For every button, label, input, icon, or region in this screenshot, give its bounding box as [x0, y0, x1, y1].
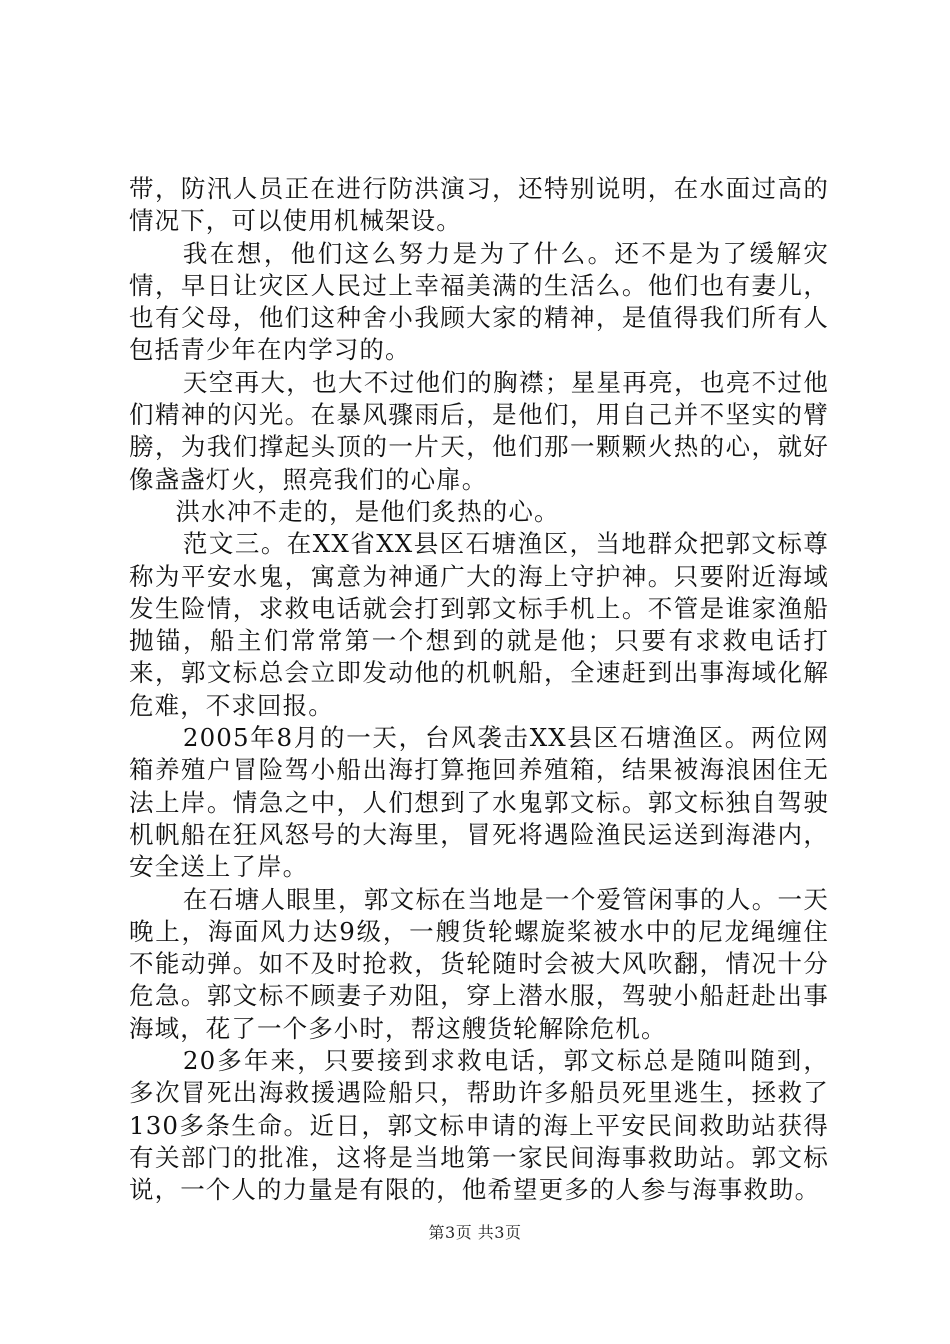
document-body	[129, 173, 829, 1207]
paragraph-8: 20多年来，只要接到求救电话，郭文标总是随叫随到，多次冒死出海救援遇险船只，帮助许多船员死里逃生，拯救了130多条生命。近日，郭文标申请的海上平安民间救助站获得有关部门的批准，这将是当地第一家民间海事救助站。郭文标说，一个人的力量是有限的，他希望更多的人参与海事救助。	[129, 1046, 829, 1205]
paragraph-1: 带，防汛人员正在进行防洪演习，还特别说明，在水面过高的情况下，可以使用机械架设。	[129, 174, 829, 236]
paragraph-3: 天空再大，也大不过他们的胸襟；星星再亮，也亮不过他们精神的闪光。在暴风骤雨后，是他们，用自己并不坚实的臂膀，为我们撑起头顶的一片天，他们那一颗颗火热的心，就好像盏盏灯火，照亮我们的心扉。	[129, 367, 829, 494]
paragraph-5: 范文三。在XX省XX县区石塘渔区，当地群众把郭文标尊称为平安水鬼，寓意为神通广大的海上守护神。只要附近海域发生险情，求救电话就会打到郭文标手机上。不管是谁家渔船抛锚，船主们常常第一个想到的就是他；只要有求救电话打来，郭文标总会立即发动他的机帆船，全速赶到出事海域化解危难，不求回报。	[129, 529, 829, 720]
paragraph-2: 我在想，他们这么努力是为了什么。还不是为了缓解灾情，早日让灾区人民过上幸福美满的生活么。他们也有妻儿，也有父母，他们这种舍小我顾大家的精神，是值得我们所有人包括青少年在内学习的。	[129, 238, 829, 365]
paragraph-6: 2005年8月的一天，台风袭击XX县区石塘渔区。两位网箱养殖户冒险驾小船出海打算拖回养殖箱，结果被海浪困住无法上岸。情急之中，人们想到了水鬼郭文标。郭文标独自驾驶机帆船在狂风怒号的大海里，冒死将遇险渔民运送到海港内，安全送上了岸。	[129, 723, 829, 882]
page-footer: 第3页 共3页	[428, 1223, 522, 1242]
paragraph-7: 在石塘人眼里，郭文标在当地是一个爱管闲事的人。一天晚上，海面风力达9级，一艘货轮螺旋桨被水中的尼龙绳缠住不能动弹。如不及时抢救，货轮随时会被大风吹翻，情况十分危急。郭文标不顾妻子劝阻，穿上潜水服，驾驶小船赶赴出事海域，花了一个多小时，帮这艘货轮解除危机。	[129, 884, 829, 1043]
paragraph-4: 洪水冲不走的，是他们炙热的心。	[175, 496, 560, 526]
